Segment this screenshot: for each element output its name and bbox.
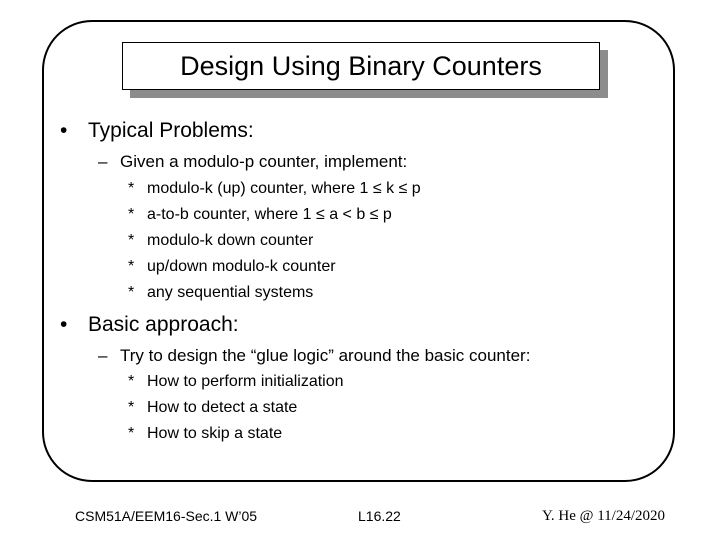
- footer-course: CSM51A/EEM16-Sec.1 W’05: [75, 508, 258, 524]
- footer-author-date: Y. He @ 11/24/2020: [542, 508, 665, 524]
- section-heading: Typical Problems:: [88, 119, 254, 142]
- list-item-text: modulo-k down counter: [147, 232, 314, 249]
- sub-point-text: Try to design the “glue logic” around the basic counter:: [120, 346, 531, 365]
- dash-bullet: –: [98, 152, 108, 171]
- list-item-text: How to skip a state: [147, 425, 283, 442]
- list-item-text: How to perform initialization: [147, 373, 344, 390]
- section-heading: Basic approach:: [88, 313, 239, 336]
- list-item-text: up/down modulo-k counter: [147, 258, 336, 275]
- list-item-text: any sequential systems: [147, 284, 314, 301]
- list-item-text: How to detect a state: [147, 399, 298, 416]
- star-marker: *: [128, 206, 135, 223]
- list-item-text: a-to-b counter, where 1 ≤ a < b ≤ p: [147, 206, 392, 223]
- sub-point-text: Given a modulo-p counter, implement:: [120, 152, 408, 171]
- slide-title-text: Design Using Binary Counters: [180, 50, 542, 81]
- dash-bullet: –: [98, 346, 108, 365]
- footer-page-number: L16.22: [358, 508, 401, 524]
- star-marker: *: [128, 258, 135, 275]
- star-marker: *: [128, 180, 135, 197]
- star-marker: *: [128, 399, 135, 416]
- star-marker: *: [128, 284, 135, 301]
- star-marker: *: [128, 425, 135, 442]
- star-marker: *: [128, 373, 135, 390]
- slide-title: [122, 42, 600, 90]
- bullet: •: [60, 313, 68, 336]
- bullet: •: [60, 119, 68, 142]
- star-marker: *: [128, 232, 135, 249]
- list-item-text: modulo-k (up) counter, where 1 ≤ k ≤ p: [147, 180, 421, 197]
